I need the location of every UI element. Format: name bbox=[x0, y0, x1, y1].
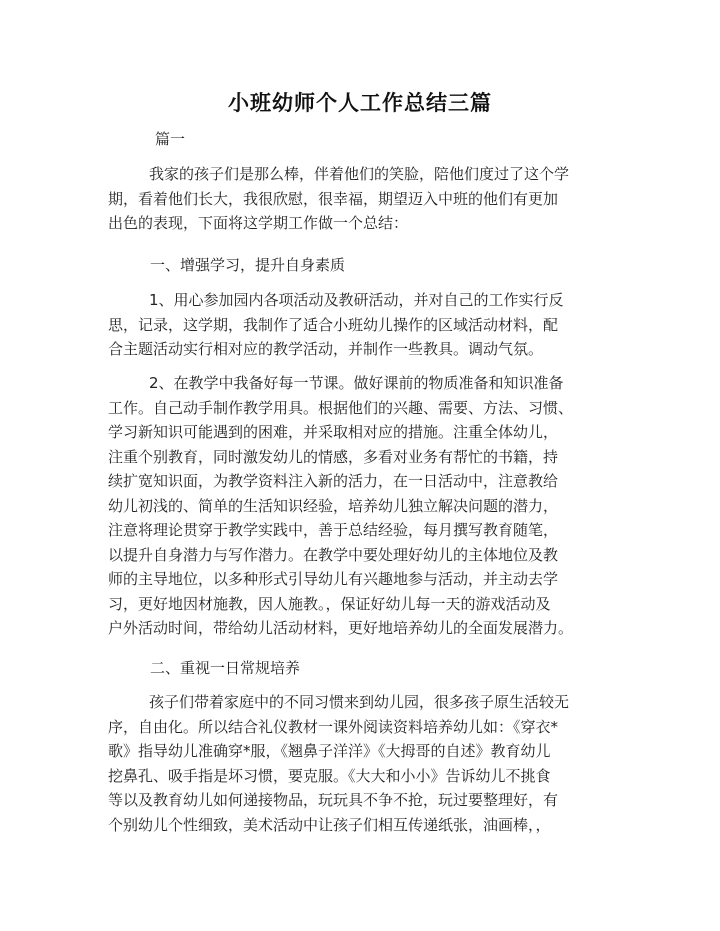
paragraph-line: 序，自由化。所以结合礼仪教材一课外阅读资料培养幼儿如：《穿衣* bbox=[108, 717, 559, 736]
document-title: 小班幼师个人工作总结三篇 bbox=[228, 90, 492, 115]
paragraph-line: 挖鼻孔、吸手指是坏习惯，要克服。《大大和小小》告诉幼儿不挑食 bbox=[108, 766, 551, 785]
intro-paragraph bbox=[108, 162, 569, 236]
paragraph-line: 孩子们带着家庭中的不同习惯来到幼儿园，很多孩子原生活较无 bbox=[149, 693, 570, 711]
paragraph-line: 我家的孩子们是那么棒，伴着他们的笑脸，陪他们度过了这个学 bbox=[149, 165, 570, 183]
paragraph-line: 期，看着他们长大，我很欣慰，很幸福，期望迈入中班的他们有更加 bbox=[108, 189, 559, 208]
paragraph-line: 续扩宽知识面，为教学资料注入新的活力，在一日活动中，注意教给 bbox=[108, 472, 559, 490]
paragraph-1 bbox=[108, 288, 564, 362]
section-heading: 一、增强学习，提升自身素质 bbox=[150, 256, 346, 274]
paragraph-line: 个别幼儿个性细致，美术活动中让孩子们相互传递纸张，油画棒，， bbox=[108, 815, 551, 834]
paragraph-line: 等以及教育幼儿如何递接物品，玩玩具不争不抢，玩过要整理好，有 bbox=[108, 791, 559, 809]
paragraph-line: 歌》指导幼儿准确穿*服，《翘鼻子洋洋》《大拇哥的自述》教育幼儿 bbox=[108, 742, 551, 760]
paragraph-line: 工作。自己动手制作教学用具。根据他们的兴趣、需要、方法、习惯、 bbox=[108, 398, 574, 417]
paragraph-line: 合主题活动实行相对应的教学活动，并制作一些教具。调动气氛。 bbox=[108, 340, 544, 358]
paragraph-line: 户外活动时间，带给幼儿活动材料，更好地培养幼儿的全面发展潜力。 bbox=[108, 619, 574, 637]
section-label: 篇一 bbox=[155, 130, 186, 148]
paragraph-line: 习，更好地因材施教，因人施教。，保证好幼儿每一天的游戏活动及 bbox=[108, 594, 551, 613]
section-heading: 二、重视一日常规培养 bbox=[150, 659, 301, 677]
paragraph-line: 思，记录，这学期，我制作了适合小班幼儿操作的区域活动材料，配 bbox=[108, 315, 559, 334]
paragraph-line: 注意将理论贯穿于教学实践中，善于总结经验，每月撰写教育随笔， bbox=[108, 521, 559, 539]
paragraph-line: 2、在教学中我备好每一节课。做好课前的物质准备和知识准备 bbox=[149, 374, 564, 392]
paragraph-line: 学习新知识可能遇到的困难，并采取相对应的措施。注重全体幼儿， bbox=[108, 423, 559, 441]
paragraph-line: 师的主导地位，以多种形式引导幼儿有兴趣地参与活动，并主动去学 bbox=[108, 570, 559, 588]
paragraph-line: 出色的表现，下面将这学期工作做一个总结： bbox=[108, 214, 409, 232]
paragraph-line: 1、用心参加园内各项活动及教研活动，并对自己的工作实行反 bbox=[149, 291, 564, 309]
paragraph-line: 以提升自身潜力与写作潜力。在教学中要处理好幼儿的主体地位及教 bbox=[108, 545, 559, 564]
paragraph-line: 注重个别教育，同时激发幼儿的情感，多看对业务有帮忙的书籍，持 bbox=[108, 447, 559, 466]
paragraph-line: 幼儿初浅的、简单的生活知识经验，培养幼儿独立解决问题的潜力， bbox=[108, 496, 559, 515]
paragraph-2 bbox=[108, 371, 573, 641]
paragraph-3 bbox=[108, 690, 569, 837]
